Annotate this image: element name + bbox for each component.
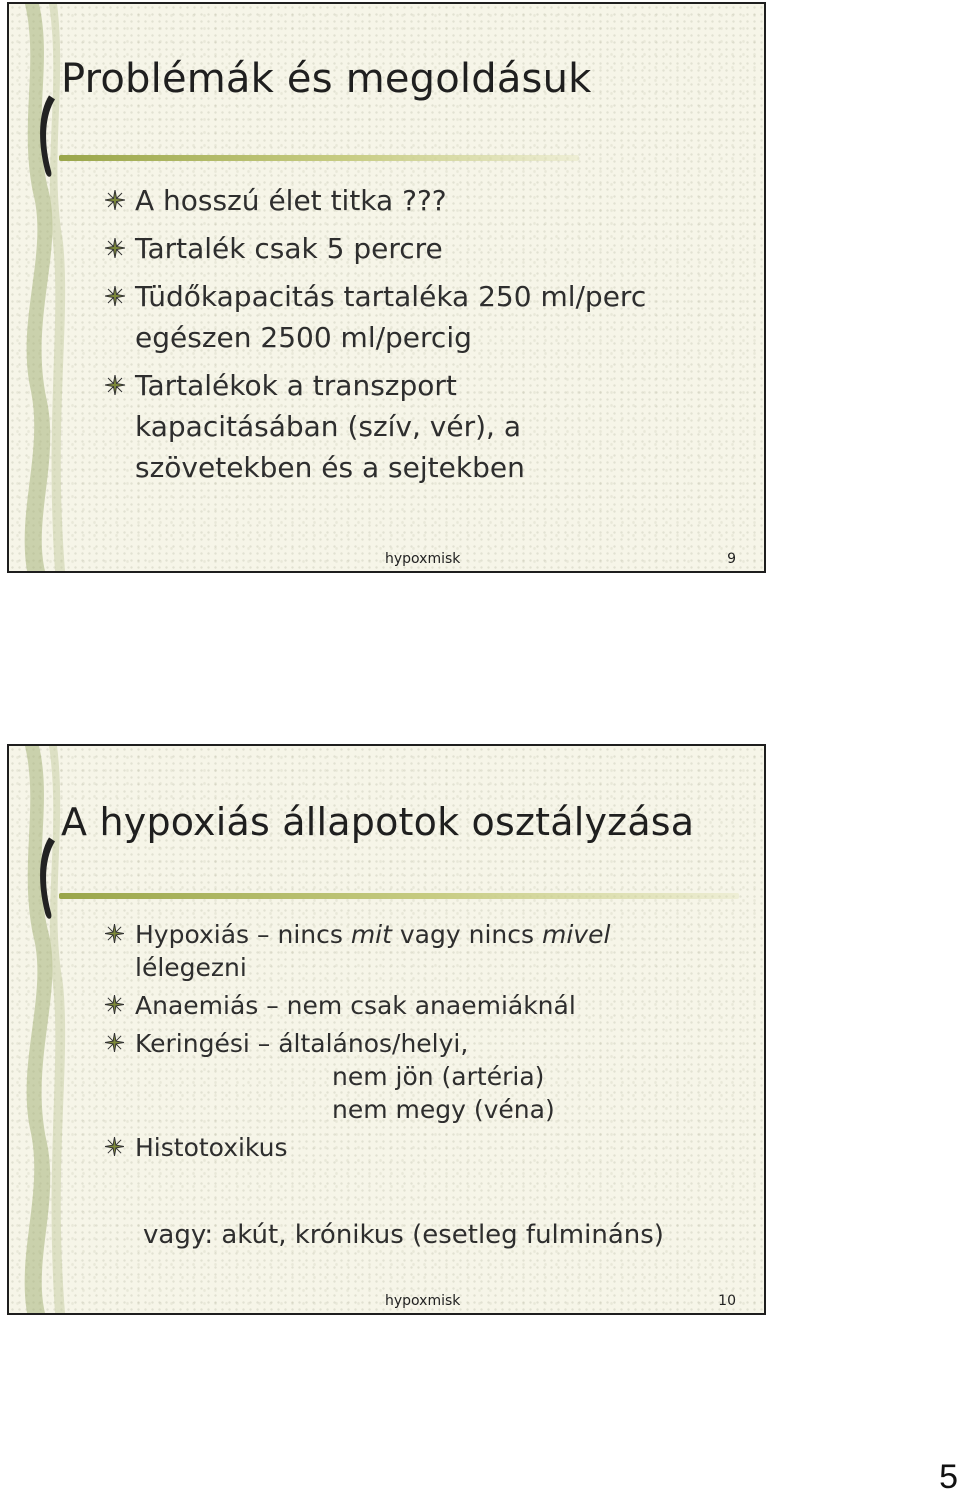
bullet-text: lélegezni — [135, 953, 247, 982]
star-sparkle-icon — [105, 1033, 124, 1052]
list-item — [105, 989, 610, 1022]
bullet-text: nem jön (artéria) — [332, 1062, 545, 1091]
slide-title: Problémák és megoldásuk — [61, 56, 592, 102]
page-number: 5 — [939, 1458, 958, 1496]
star-sparkle-icon — [105, 190, 125, 210]
slide-9 — [7, 2, 766, 573]
star-sparkle-icon — [105, 375, 125, 395]
text-part: Hypoxiás – nincs — [135, 920, 351, 949]
slide-number: 9 — [727, 551, 736, 567]
bullet-text: Histotoxikus — [135, 1133, 288, 1162]
list-item — [105, 1027, 610, 1126]
bullet-text: Keringési – általános/helyi, — [135, 1029, 469, 1058]
bullet-list — [105, 180, 646, 495]
slide-title: A hypoxiás állapotok osztályzása — [61, 800, 695, 844]
text-part: vagy nincs — [391, 920, 542, 949]
bullet-text: kapacitásában (szív, vér), a — [135, 410, 521, 443]
list-item — [105, 228, 646, 269]
list-item — [105, 918, 610, 984]
bullet-text: Tüdőkapacitás tartaléka 250 ml/perc — [135, 280, 647, 313]
footer-label: hypoxmisk — [385, 1293, 461, 1309]
bullet-text: szövetekben és a sejtekben — [135, 451, 525, 484]
footnote-text: vagy: akút, krónikus (esetleg fulmináns) — [143, 1220, 664, 1250]
star-sparkle-icon — [105, 286, 125, 306]
bullet-text: Tartalékok a transzport — [135, 369, 457, 402]
list-item — [105, 365, 646, 488]
slide-10 — [7, 744, 766, 1315]
list-item — [105, 180, 646, 221]
star-sparkle-icon — [105, 238, 125, 258]
title-underline — [59, 155, 579, 161]
title-underline — [59, 893, 739, 899]
bullet-text: nem megy (véna) — [332, 1095, 555, 1124]
bullet-text: Tartalék csak 5 percre — [135, 232, 443, 265]
bullet-text: A hosszú élet titka ??? — [135, 184, 447, 217]
list-item — [105, 1131, 610, 1164]
bullet-list — [105, 918, 610, 1169]
emphasis: mit — [350, 920, 392, 949]
bullet-text: egészen 2500 ml/percig — [135, 321, 472, 354]
bullet-text: Anaemiás – nem csak anaemiáknál — [135, 991, 576, 1020]
star-sparkle-icon — [105, 1137, 124, 1156]
star-sparkle-icon — [105, 924, 124, 943]
bullet-text — [135, 918, 610, 951]
star-sparkle-icon — [105, 995, 124, 1014]
slide-number: 10 — [718, 1293, 736, 1309]
emphasis: mivel — [541, 920, 611, 949]
footer-label: hypoxmisk — [385, 551, 461, 567]
list-item — [105, 276, 646, 358]
